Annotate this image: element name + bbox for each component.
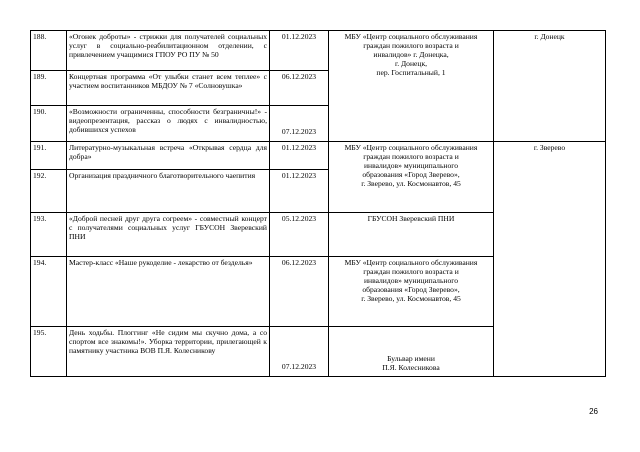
org-line: г. Донецк, [394,59,428,69]
event-title: Литературно-музыкальная встреча «Открывая сердца для добра» [67,142,270,170]
row-number: 188. [31,31,67,71]
organization-zverevo-2 [329,257,494,327]
events-table [30,30,606,377]
table-row [31,142,606,170]
org-line: МБУ «Центр социального обслуживания [344,143,478,152]
org-line: П.Я. Колесникова [382,362,440,372]
organization-zverevo-pni: ГБУСОН Зверевский ПНИ [329,213,494,257]
row-number: 191. [31,142,67,170]
row-number: 192. [31,170,67,213]
city-zverevo: г. Зверево [494,142,606,377]
org-line: образования «Город Зверево», [362,170,460,180]
event-title: День ходьбы. Плоггинг «Не сидим мы скучно дома, а со спортом все знакомы!». Уборка территории, прилегающей к памятнику участника ВОВ П.Я. Колесникову [67,327,270,377]
event-title: «Доброй песней друг друга согреем» - совместный концерт с получателями социальных услуг ГБУСОН Зверевский ПНИ [67,213,270,257]
org-line: пер. Госпитальный, 1 [376,68,446,78]
org-line: инвалидов» муниципального [363,161,459,171]
organization-boulevard [329,327,494,377]
row-number: 194. [31,257,67,327]
organization-donetsk [329,31,494,142]
org-line: граждан пожилого возраста и [363,267,459,277]
org-line: инвалидов» муниципального [363,276,459,286]
event-date: 01.12.2023 [270,142,329,170]
event-title: «Возможности ограниченны, способности безграничны!» - видеопрезентация, рассказ о людях с инвалидностью, добившихся успехов [67,106,270,142]
org-line: образования «Город Зверево», [362,285,460,295]
event-title: Организация праздничного благотворительного чаепития [67,170,270,213]
table-row [31,31,606,71]
event-title: «Огонек доброты» - стрижки для получателей социальных услуг в социально-реабилитационном отделении, с привлечением учащимися ГПОУ РО ПУ № 50 [67,31,270,71]
event-date: 06.12.2023 [270,71,329,106]
row-number: 193. [31,213,67,257]
org-line: МБУ «Центр социального обслуживания [344,32,478,41]
org-line: г. Зверево, ул. Космонавтов, 45 [361,179,461,189]
event-title: Концертная программа «От улыбки станет всем теплее» с участием воспитанников МБДОУ № 7 «Солновушка» [67,71,270,106]
event-date: 06.12.2023 [270,257,329,327]
org-line: инвалидов» г. Донецка, [373,50,449,60]
event-date: 05.12.2023 [270,213,329,257]
org-line: граждан пожилого возраста и [363,41,459,51]
event-date: 07.12.2023 [270,106,329,142]
city-donetsk: г. Донецк [494,31,606,142]
page-number: 26 [589,407,598,416]
row-number: 189. [31,71,67,106]
org-line: Бульвар имени [387,353,435,363]
org-line: граждан пожилого возраста и [363,152,459,162]
org-line: г. Зверево, ул. Космонавтов, 45 [361,294,461,304]
event-title: Мастер-класс «Наше рукоделие - лекарство от безделья» [67,257,270,327]
org-line: МБУ «Центр социального обслуживания [344,258,478,267]
event-date: 01.12.2023 [270,31,329,71]
organization-zverevo [329,142,494,213]
row-number: 190. [31,106,67,142]
event-date: 07.12.2023 [270,327,329,377]
row-number: 195. [31,327,67,377]
event-date: 01.12.2023 [270,170,329,213]
